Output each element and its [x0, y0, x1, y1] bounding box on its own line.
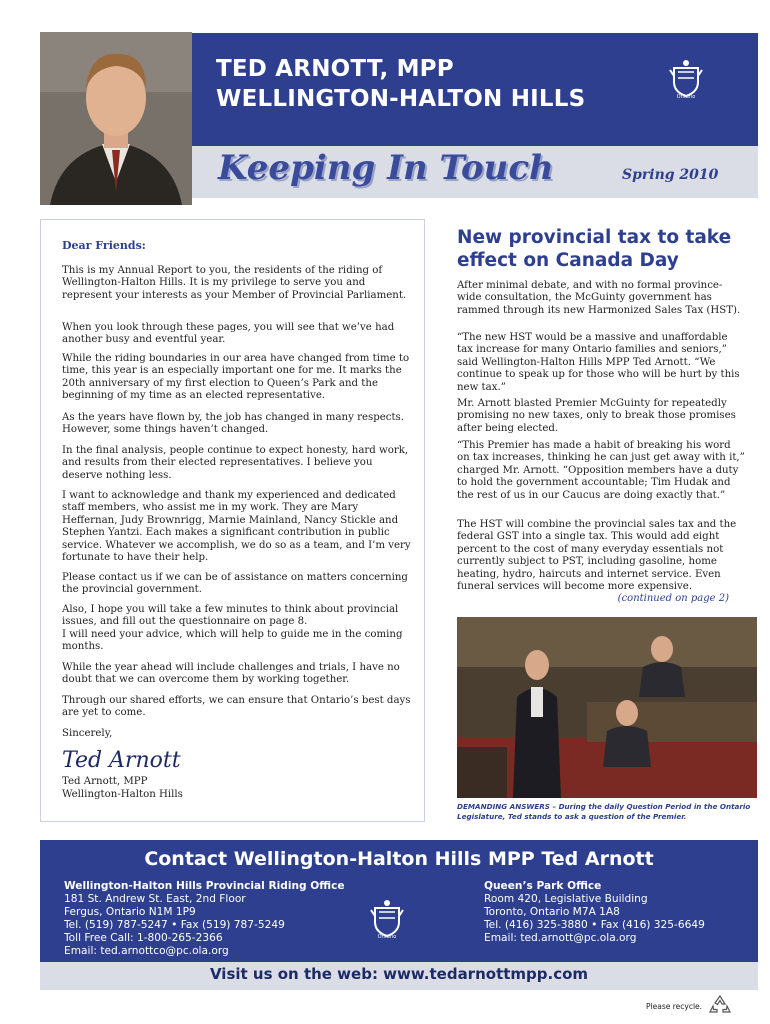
- issue-label: Spring 2010: [622, 167, 719, 183]
- riding-office-city: Fergus, Ontario N1M 1P9: [64, 906, 196, 918]
- ontario-logo-label: Ontario: [377, 934, 397, 940]
- recycle-label: Please recycle.: [646, 1002, 703, 1011]
- letter-paragraph: While the year ahead will include challenges and trials, I have no doubt that we can overcome them by working together.: [62, 662, 400, 686]
- letter-paragraph: Also, I hope you will take a few minutes to think about provincial issues, and fill out the questionnaire on page 8.: [62, 604, 399, 628]
- website-link[interactable]: Visit us on the web: www.tedarnottmpp.com: [209, 965, 589, 983]
- contact-title: Contact Wellington-Halton Hills MPP Ted Arnott: [144, 848, 654, 870]
- article-paragraph: After minimal debate, and with no formal province-wide consultation, the McGuinty government has rammed through its new Harmonized Sales Tax (HST).: [457, 280, 741, 316]
- ontario-crest-icon: [666, 56, 706, 102]
- article-title-line1: New provincial tax to take: [457, 227, 732, 248]
- signature-name: Ted Arnott, MPP: [62, 776, 148, 787]
- article-title-line2: effect on Canada Day: [457, 250, 679, 271]
- riding-heading: WELLINGTON-HALTON HILLS: [216, 86, 586, 112]
- legislature-photo: [457, 617, 757, 798]
- ontario-logo-label: Ontario: [676, 94, 696, 100]
- letter-paragraph: In the final analysis, people continue to expect honesty, hard work, and results from their elected representatives. I believe you deserve nothing less.: [62, 445, 409, 481]
- riding-office-phone: Tel. (519) 787-5247 • Fax (519) 787-5249: [64, 919, 285, 931]
- queens-park-heading: Queen’s Park Office: [484, 880, 602, 892]
- recycle-icon: [708, 994, 732, 1020]
- ontario-crest-icon: [367, 896, 407, 942]
- riding-office-tollfree: Toll Free Call: 1-800-265-2366: [64, 932, 223, 944]
- letter-paragraph: While the riding boundaries in our area have changed from time to time, this year is an especially important one for me. It marks the 20th anniversary of my first election to Queen’s Park and the beginning of my time as an elected representative.: [62, 353, 410, 402]
- letter-paragraph: Through our shared efforts, we can ensure that Ontario’s best days are yet to come.: [62, 695, 411, 719]
- article-paragraph: Mr. Arnott blasted Premier McGuinty for repeatedly promising no new taxes, only to break those promises after being elected.: [457, 398, 736, 434]
- queens-park-phone: Tel. (416) 325-3880 • Fax (416) 325-6649: [484, 919, 705, 931]
- letter-paragraph: I want to acknowledge and thank my experienced and dedicated staff members, who assist me in my work. They are Mary Heffernan, Judy Brownrigg, Marnie Mainland, Nancy Stickle and Stephen Yantzi. Each makes a significant contribution in public service. Whatever we accomplish, we do so as a team, and I’m very fortunate to have their help.: [62, 490, 411, 564]
- letter-greeting: Dear Friends:: [62, 239, 146, 252]
- riding-office-heading: Wellington-Halton Hills Provincial Riding Office: [64, 880, 345, 892]
- riding-office-email-link[interactable]: Email: ted.arnottco@pc.ola.org: [64, 945, 229, 957]
- photo-caption: DEMANDING ANSWERS – During the daily Question Period in the Ontario Legislature, Ted stands to ask a question of the Premier.: [457, 802, 751, 821]
- letter-paragraph: Please contact us if we can be of assistance on matters concerning the provincial government.: [62, 572, 408, 596]
- queens-park-email-link[interactable]: Email: ted.arnott@pc.ola.org: [484, 932, 637, 944]
- handwritten-signature: Ted Arnott: [62, 748, 181, 773]
- article-paragraph: The HST will combine the provincial sales tax and the federal GST into a single tax. This would add eight percent to the cost of many everyday essentials not currently subject to PST, including gasoline, home heating, hydro, haircuts and internet service. Even funeral services will become more expensive.: [457, 519, 737, 593]
- newsletter-title: Keeping In Touch: [218, 148, 554, 188]
- queens-park-city: Toronto, Ontario M7A 1A8: [484, 906, 620, 918]
- mpp-name-heading: TED ARNOTT, MPP: [216, 56, 454, 82]
- article-paragraph: “The new HST would be a massive and unaffordable tax increase for many Ontario families and seniors,” said Wellington-Halton Hills MPP Ted Arnott. “We continue to speak up for those who will be hurt by this new tax.”: [457, 332, 740, 393]
- letter-paragraph: When you look through these pages, you will see that we’ve had another busy and eventful year.: [62, 322, 395, 346]
- queens-park-room: Room 420, Legislative Building: [484, 893, 648, 905]
- legislature-illustration: [457, 617, 757, 798]
- letter-paragraph: As the years have flown by, the job has changed in many respects. However, some things haven’t changed.: [62, 412, 405, 436]
- letter-paragraph: This is my Annual Report to you, the residents of the riding of Wellington-Halton Hills. It is my privilege to serve you and represent your interests as your Member of Provincial Parliament.: [62, 265, 407, 301]
- portrait-photo: [40, 32, 192, 205]
- continued-link: (continued on page 2): [617, 593, 729, 604]
- letter-closing: Sincerely,: [62, 728, 113, 739]
- article-paragraph: “This Premier has made a habit of breaking his word on tax increases, thinking he can just get away with it,” charged Mr. Arnott. “Opposition members have a duty to hold the government accountable; Tim Hudak and the rest of us in our Caucus are doing exactly that.”: [457, 440, 745, 501]
- letter-paragraph: I will need your advice, which will help to guide me in the coming months.: [62, 629, 403, 653]
- riding-office-address: 181 St. Andrew St. East, 2nd Floor: [64, 893, 246, 905]
- portrait-illustration: [40, 32, 192, 205]
- signature-riding: Wellington-Halton Hills: [62, 789, 183, 800]
